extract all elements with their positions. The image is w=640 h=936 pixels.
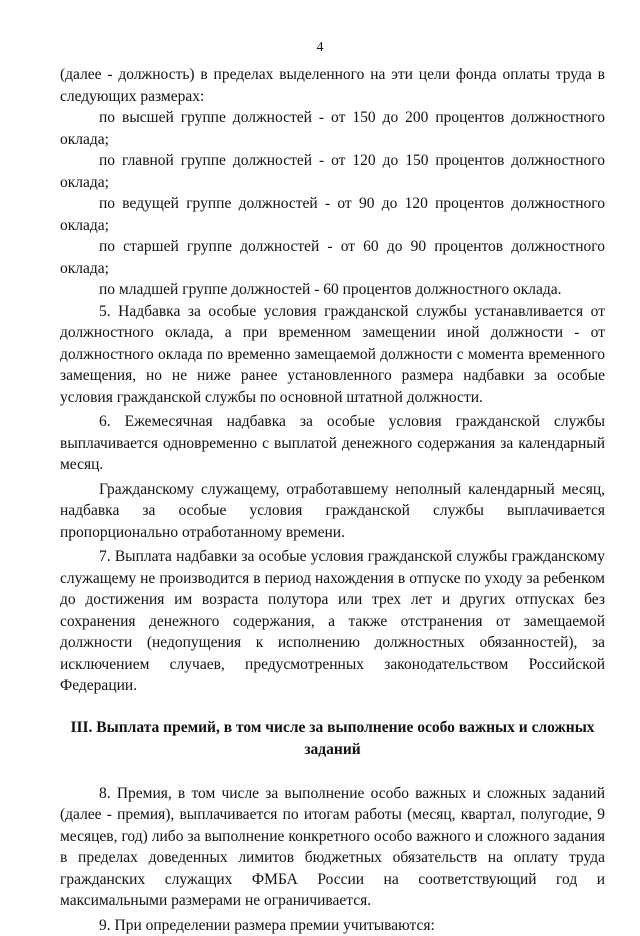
paragraph: по младшей группе должностей - 60 процентов должностного оклада. (60, 279, 605, 301)
paragraph: 7. Выплата надбавки за особые условия гражданской службы гражданскому служащему не производится в период нахождения в отпуске по уходу за ребенком до достижения им возраста полутора или трех лет и других отпусках без сохранения денежного содержания, а также отстранения от замещаемой должности (недопущения к исполнению должностных обязанностей), за исключением случаев, предусмотренных законодательством Российской Федерации. (60, 546, 605, 697)
page-number: 4 (0, 40, 640, 56)
paragraph: по высшей группе должностей - от 150 до 200 процентов должностного оклада; (60, 107, 605, 150)
paragraph: 9. При определении размера премии учитываются: (60, 915, 605, 936)
paragraph: 8. Премия, в том числе за выполнение особо важных и сложных заданий (далее - премия), выплачивается по итогам работы (месяц, квартал, полугодие, 9 месяцев, год) либо за выполнение конкретного особо важного и сложного задания в пределах доведенных лимитов бюджетных обязательств на оплату труда гражданских служащих ФМБА России на соответствующий год и максимальными размерами не ограничивается. (60, 783, 605, 912)
paragraph: 5. Надбавка за особые условия гражданской службы устанавливается от должностного оклада, а при временном замещении иной должности - от должностного оклада по временно замещаемой должности с момента временного замещения, но не ниже ранее установленного размера надбавки за особые условия гражданской службы по основной штатной должности. (60, 301, 605, 409)
paragraph: по ведущей группе должностей - от 90 до 120 процентов должностного оклада; (60, 193, 605, 236)
paragraph: 6. Ежемесячная надбавка за особые условия гражданской службы выплачивается одновременно с выплатой денежного содержания за календарный месяц. (60, 411, 605, 476)
document-body (60, 64, 605, 936)
paragraph: по главной группе должностей - от 120 до 150 процентов должностного оклада; (60, 150, 605, 193)
paragraph: (далее - должность) в пределах выделенного на эти цели фонда оплаты труда в следующих размерах: (60, 64, 605, 107)
section-heading: III. Выплата премий, в том числе за выполнение особо важных и сложных заданий (60, 717, 605, 761)
paragraph: по старшей группе должностей - от 60 до 90 процентов должностного оклада; (60, 236, 605, 279)
paragraph: Гражданскому служащему, отработавшему неполный календарный месяц, надбавка за особые условия гражданской службы выплачивается пропорционально отработанному времени. (60, 479, 605, 544)
